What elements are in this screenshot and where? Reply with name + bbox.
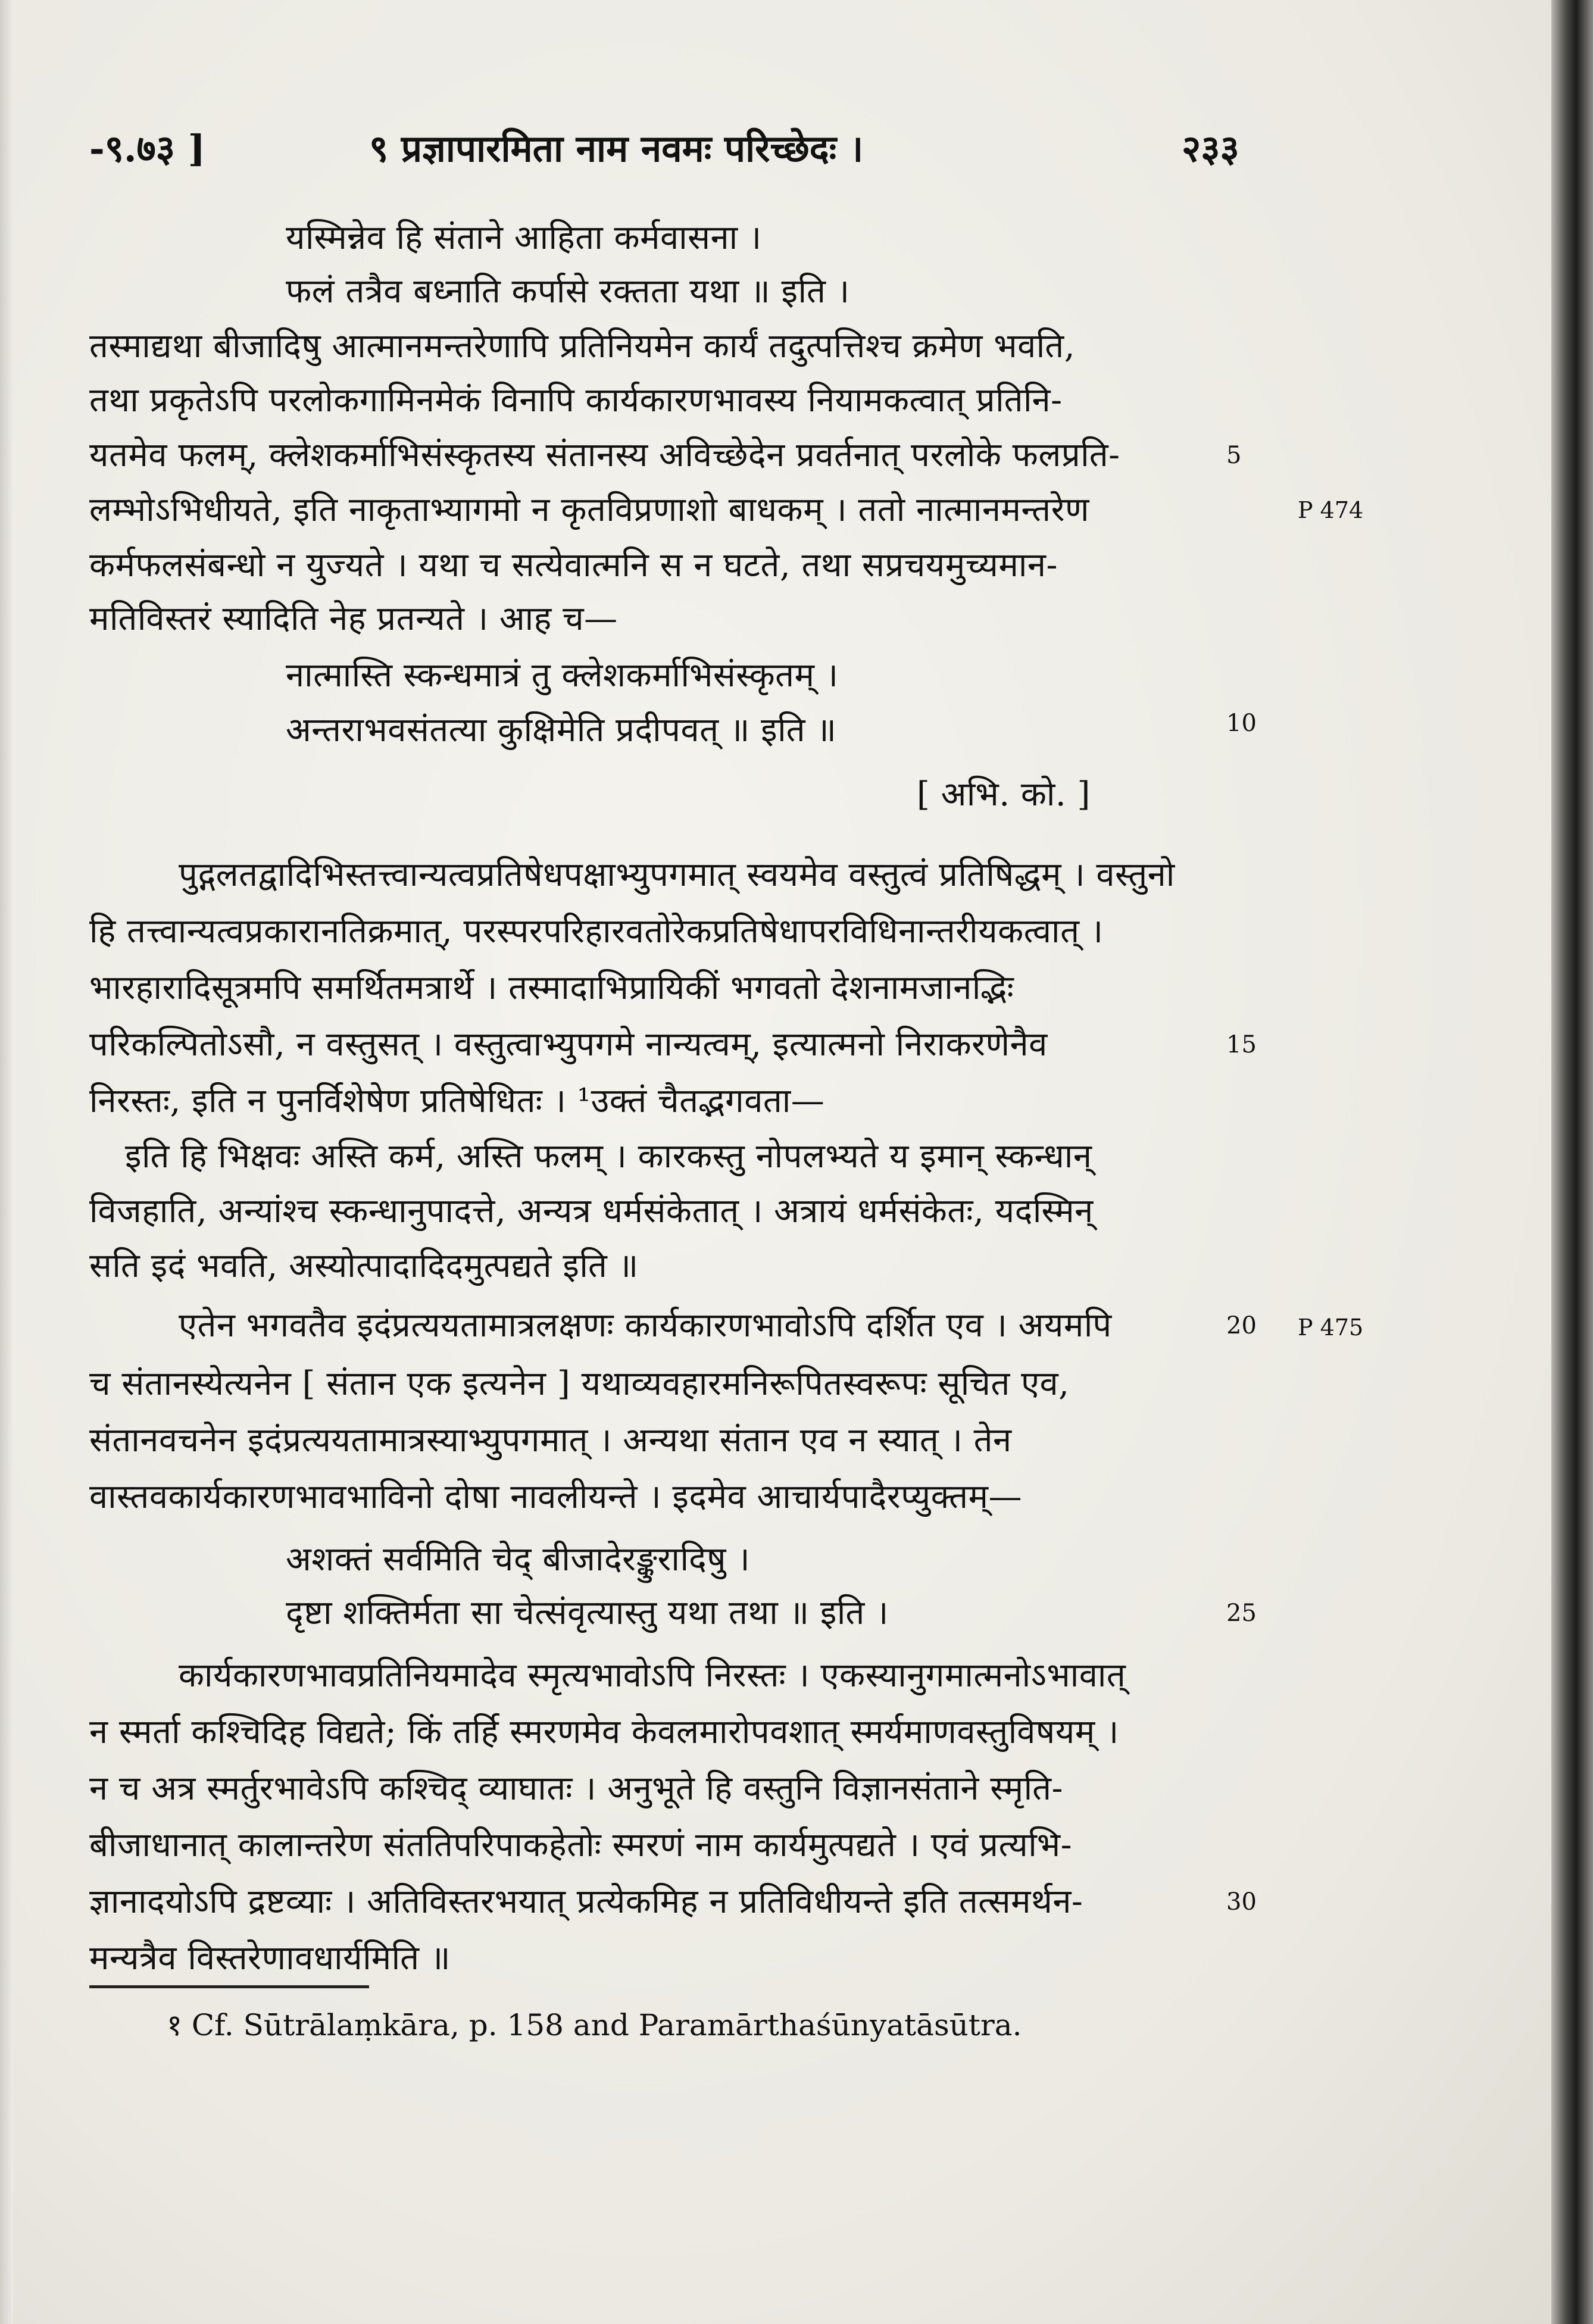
- text-line: लम्भोऽभिधीयते, इति नाकृताभ्यागमो न कृतविप्रणाशो बाधकम् । ततो नात्मानमन्तरेण: [89, 491, 1089, 529]
- text-line: अन्तराभवसंतत्या कुक्षिमेति प्रदीपवत् ॥ इति ॥: [286, 711, 837, 749]
- line-number: 25: [1226, 1600, 1257, 1627]
- text-line: च संतानस्येत्यनेन [ संतान एक इत्यनेन ] यथाव्यवहारमनिरूपितस्वरूपः सूचित एव,: [89, 1364, 1070, 1403]
- text-line-source: [ अभि. को. ]: [917, 775, 1091, 814]
- footnote-rule: [89, 1985, 369, 1988]
- header-section-ref: -९.७३ ]: [89, 127, 205, 170]
- text-line: नात्मास्ति स्कन्धमात्रं तु क्लेशकर्माभिसंस्कृतम् ।: [286, 656, 839, 695]
- text-line: मतिविस्तरं स्यादिति नेह प्रतन्यते । आह च—: [89, 599, 618, 638]
- text-line: पुद्गलतद्वादिभिस्तत्त्वान्यत्वप्रतिषेधपक्षाभ्युपगमात् स्वयमेव वस्तुत्वं प्रतिषिद्धम् । वस्तुनो: [179, 855, 1175, 894]
- text-line: एतेन भगवतैव इदंप्रत्ययतामात्रलक्षणः कार्यकारणभावोऽपि दर्शित एव । अयमपि: [179, 1306, 1112, 1345]
- text-line: न च अत्र स्मर्तुरभावेऽपि कश्चिद् व्याघातः । अनुभूते हि वस्तुनि विज्ञानसंताने स्मृति-: [89, 1769, 1063, 1808]
- text-line: विजहाति, अन्यांश्च स्कन्धानुपादत्ते, अन्यत्र धर्मसंकेतात् । अत्रायं धर्मसंकेतः, यदस्मिन्: [89, 1192, 1094, 1230]
- text-line: तस्माद्यथा बीजादिषु आत्मानमन्तरेणापि प्रतिनियमेन कार्यं तदुत्पत्तिश्च क्रमेण भवति,: [89, 327, 1076, 366]
- text-line: न स्मर्ता कश्चिदिह विद्यते; किं तर्हि स्मरणमेव केवलमारोपवशात् स्मर्यमाणवस्तुविषयम् ।: [89, 1713, 1119, 1751]
- running-header: [0, 122, 1593, 176]
- text-line: ज्ञानादयोऽपि द्रष्टव्याः । अतिविस्तरभयात् प्रत्येकमिह न प्रतिविधीयन्ते इति तत्समर्थन-: [89, 1882, 1083, 1921]
- text-line: संतानवचनेन इदंप्रत्ययतामात्रस्याभ्युपगमात् । अन्यथा संतान एव न स्यात् । तेन: [89, 1421, 1012, 1460]
- header-page-number: २३३: [1182, 127, 1239, 170]
- text-line: बीजाधानात् कालान्तरेण संततिपरिपाकहेतोः स्मरणं नाम कार्यमुत्पद्यते । एवं प्रत्यभि-: [89, 1826, 1073, 1864]
- text-line: परिकल्पितोऽसौ, न वस्तुसत् । वस्तुत्वाभ्युपगमे नान्यत्वम्, इत्यात्मनो निराकरणेनैव: [89, 1025, 1048, 1064]
- text-line: अशक्तं सर्वमिति चेद् बीजादेरङ्कुरादिषु ।: [286, 1540, 751, 1579]
- line-number: 15: [1226, 1031, 1257, 1058]
- text-line: कर्मफलसंबन्धो न युज्यते । यथा च सत्येवात्मनि स न घटते, तथा सप्रचयमुच्यमान-: [89, 546, 1058, 585]
- margin-page-ref: P 475: [1298, 1314, 1364, 1341]
- text-line: मन्यत्रैव विस्तरेणावधार्यमिति ॥: [89, 1939, 451, 1978]
- text-line: निरस्तः, इति न पुनर्विशेषेण प्रतिषेधितः । ¹उक्तं चैतद्भगवता—: [89, 1082, 825, 1120]
- text-line: यस्मिन्नेव हि संताने आहिता कर्मवासना ।: [286, 218, 762, 257]
- text-line: फलं तत्रैव बध्नाति कर्पासे रक्तता यथा ॥ इति ।: [286, 272, 850, 311]
- text-line: कार्यकारणभावप्रतिनियमादेव स्मृत्यभावोऽपि निरस्तः । एकस्यानुगमात्मनोऽभावात्: [179, 1656, 1126, 1695]
- line-number: 5: [1226, 442, 1242, 469]
- text-line: सति इदं भवति, अस्योत्पादादिदमुत्पद्यते इति ॥: [89, 1247, 639, 1285]
- line-number: 20: [1226, 1312, 1257, 1339]
- text-line: इति हि भिक्षवः अस्ति कर्म, अस्ति फलम् । कारकस्तु नोपलभ्यते य इमान् स्कन्धान्: [125, 1137, 1092, 1176]
- line-number: 30: [1226, 1888, 1257, 1916]
- text-line: यतमेव फलम्, क्लेशकर्माभिसंस्कृतस्य संतानस्य अविच्छेदेन प्रवर्तनात् परलोके फलप्रति-: [89, 436, 1120, 474]
- page-left-edge: [0, 0, 13, 2324]
- book-binding-edge: [1551, 0, 1593, 2324]
- text-line: वास्तवकार्यकारणभावभाविनो दोषा नावलीयन्ते । इदमेव आचार्यपादैरप्युक्तम्—: [89, 1478, 1023, 1516]
- text-line: हि तत्त्वान्यत्वप्रकारानतिक्रमात्, परस्परपरिहारवतोरेकप्रतिषेधापरविधिनान्तरीयकत्वात् ।: [89, 912, 1104, 951]
- text-line: दृष्टा शक्तिर्मता सा चेत्संवृत्यास्तु यथा तथा ॥ इति ।: [286, 1594, 889, 1632]
- footnote: १ Cf. Sūtrālaṃkāra, p. 158 and Paramārthaśūnyatāsūtra.: [167, 2008, 1022, 2042]
- margin-page-ref: P 474: [1298, 497, 1364, 523]
- text-line: भारहारादिसूत्रमपि समर्थितमत्रार्थे । तस्मादाभिप्रायिकीं भगवतो देशनामजानद्भिः: [89, 969, 1014, 1007]
- header-chapter-title: ९ प्रज्ञापारमिता नाम नवमः परिच्छेदः ।: [369, 127, 864, 170]
- text-line: तथा प्रकृतेऽपि परलोकगामिनमेकं विनापि कार्यकारणभावस्य नियामकत्वात् प्रतिनि-: [89, 381, 1063, 420]
- line-number: 10: [1226, 710, 1257, 737]
